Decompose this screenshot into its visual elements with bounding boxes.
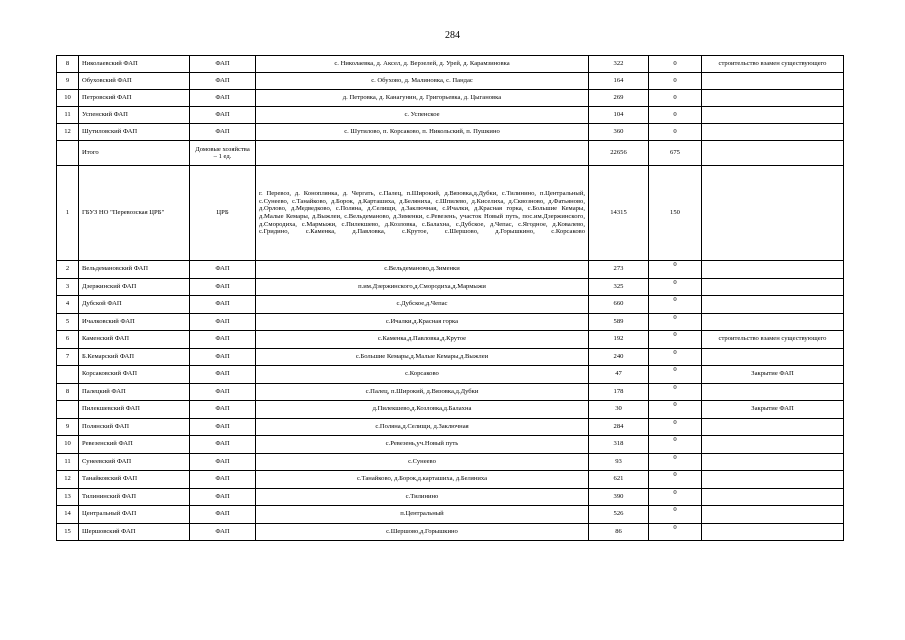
note: Закрытие ФАП (702, 401, 844, 419)
table-row (57, 471, 844, 489)
facility-type: Домовые хозяйства – 1 ед. (190, 141, 256, 166)
row-number: 3 (57, 278, 79, 296)
row-number: 10 (57, 90, 79, 107)
value-count: 0 (649, 471, 702, 489)
population-count: 104 (589, 107, 649, 124)
value-count: 0 (649, 418, 702, 436)
facility-name: Обуховский ФАП (79, 73, 190, 90)
population-count: 284 (589, 418, 649, 436)
facility-name: Шутиловский ФАП (79, 124, 190, 141)
facility-name: Успенский ФАП (79, 107, 190, 124)
service-locations: с.Сунеево (256, 453, 589, 471)
facility-name: Итого (79, 141, 190, 166)
facility-type: ФАП (190, 90, 256, 107)
table-row (57, 107, 844, 124)
facility-name: Николаевский ФАП (79, 56, 190, 73)
population-count: 164 (589, 73, 649, 90)
value-count: 0 (649, 90, 702, 107)
population-count: 318 (589, 436, 649, 454)
population-count: 360 (589, 124, 649, 141)
value-count: 150 (649, 166, 702, 261)
facility-name: Петровский ФАП (79, 90, 190, 107)
service-locations: с.Шершово,д.Горышкино (256, 523, 589, 541)
value-count: 0 (649, 348, 702, 366)
service-locations: с.Ичалки,д.Красная горка (256, 313, 589, 331)
row-number: 8 (57, 383, 79, 401)
service-locations: п.Центральный (256, 506, 589, 524)
row-number: 15 (57, 523, 79, 541)
note: Закрытие ФАП (702, 366, 844, 384)
table-row (57, 506, 844, 524)
note (702, 453, 844, 471)
facility-type: ФАП (190, 471, 256, 489)
note (702, 418, 844, 436)
row-number (57, 141, 79, 166)
note (702, 488, 844, 506)
page-number: 284 (445, 30, 460, 41)
service-locations: с.Палец, п.Широкий, д.Вязовка,д.Дубки (256, 383, 589, 401)
service-locations: с.Ревезень,уч.Новый путь (256, 436, 589, 454)
population-count: 178 (589, 383, 649, 401)
service-locations: с.Вельдеманово,д.Зименки (256, 261, 589, 279)
service-locations: с.Каменка,д.Павловка,д.Крутое (256, 331, 589, 349)
note (702, 278, 844, 296)
table-row (57, 418, 844, 436)
facility-type: ФАП (190, 453, 256, 471)
facility-type: ФАП (190, 296, 256, 314)
note (702, 141, 844, 166)
value-count: 0 (649, 73, 702, 90)
row-number: 5 (57, 313, 79, 331)
table-row (57, 261, 844, 279)
facility-type: ЦРБ (190, 166, 256, 261)
service-locations: г. Перевоз, д. Коноплянка, д. Чергать, с.Палец, п.Широкий, д.Вязовка,д.Дубки, с.Тилинино, п.Центральный, с.Сунеево, с.Танайково, д.Борок, д.Карташиха, д.Беляниха, с.Шпилево, д.Киселиха, д.Сквозново, д.Фатьяново, д.Орлово, д.Медведково, с.Поляна, д.Селищи, д.Заключная, с.Ичалки, д.Красная горка, с.Большие Кемары, д.Малые Кемары, д.Выжлеи, с.Вельдеманово, д.Зименки, с.Ревезень, участок Новый путь, пос.им.Дзержинского, д.Смородиха, с.Мармыжи, с.Пилекшево, д.Козловка, с.Балахна, с.Дубское, д.Чепас, с.Ягодное, д.Ковалево, с.Гридино, с.Каменка, д.Павловка, с.Крутое, с.Шершово, д.Горышкино, с.Корсаково (256, 166, 589, 261)
facility-name: Дзержинский ФАП (79, 278, 190, 296)
note (702, 348, 844, 366)
row-number: 14 (57, 506, 79, 524)
service-locations (256, 141, 589, 166)
service-locations: с.Поляна,д.Селищи, д.Заключная (256, 418, 589, 436)
population-count: 93 (589, 453, 649, 471)
row-number: 13 (57, 488, 79, 506)
table-row (57, 401, 844, 419)
population-count: 589 (589, 313, 649, 331)
population-count: 22656 (589, 141, 649, 166)
service-locations: с.Тилинино (256, 488, 589, 506)
facility-name: Танайковский ФАП (79, 471, 190, 489)
note (702, 261, 844, 279)
value-count: 0 (649, 453, 702, 471)
facility-type: ФАП (190, 73, 256, 90)
service-locations: п.им.Дзержинского,д.Смородиха,д.Мармыжи (256, 278, 589, 296)
service-locations: с. Шутилово, п. Корсаково, п. Никольский, п. Пушкино (256, 124, 589, 141)
facility-type: ФАП (190, 523, 256, 541)
row-number: 6 (57, 331, 79, 349)
facility-type: ФАП (190, 348, 256, 366)
facility-name: Полянский ФАП (79, 418, 190, 436)
facility-name: Тилининский ФАП (79, 488, 190, 506)
row-number: 12 (57, 124, 79, 141)
value-count: 0 (649, 56, 702, 73)
row-number: 10 (57, 436, 79, 454)
table-row (57, 366, 844, 384)
service-locations: д.Пилекшево,д.Козловка,д.Балахна (256, 401, 589, 419)
facility-name: Корсаковский ФАП (79, 366, 190, 384)
service-locations: с.Дубское,д.Чепас (256, 296, 589, 314)
facility-type: ФАП (190, 124, 256, 141)
value-count: 675 (649, 141, 702, 166)
service-locations: с.Большие Кемары,д.Малые Кемары,д.Выжлеи (256, 348, 589, 366)
population-count: 526 (589, 506, 649, 524)
value-count: 0 (649, 296, 702, 314)
table-row (57, 166, 844, 261)
note (702, 523, 844, 541)
facility-type: ФАП (190, 278, 256, 296)
table-row (57, 453, 844, 471)
facility-type: ФАП (190, 366, 256, 384)
table-row (57, 313, 844, 331)
table-row (57, 73, 844, 90)
population-count: 14315 (589, 166, 649, 261)
facility-name: Палецкий ФАП (79, 383, 190, 401)
note (702, 166, 844, 261)
value-count: 0 (649, 278, 702, 296)
facility-name: Б.Кемарский ФАП (79, 348, 190, 366)
population-count: 269 (589, 90, 649, 107)
facility-name: Вельдемановский ФАП (79, 261, 190, 279)
facility-name: Центральный ФАП (79, 506, 190, 524)
note: строительство взамен существующего (702, 331, 844, 349)
facility-type: ФАП (190, 418, 256, 436)
note (702, 383, 844, 401)
value-count: 0 (649, 313, 702, 331)
value-count: 0 (649, 436, 702, 454)
row-number (57, 401, 79, 419)
table-row (57, 90, 844, 107)
population-count: 192 (589, 331, 649, 349)
row-number: 9 (57, 73, 79, 90)
note (702, 124, 844, 141)
facility-type: ФАП (190, 383, 256, 401)
row-number: 7 (57, 348, 79, 366)
facility-name: Дубской ФАП (79, 296, 190, 314)
service-locations: с.Танайково, д.Борок,д.карташиха, д.Беляниха (256, 471, 589, 489)
service-locations: с. Успенское (256, 107, 589, 124)
row-number: 12 (57, 471, 79, 489)
population-count: 322 (589, 56, 649, 73)
table-row (57, 278, 844, 296)
value-count: 0 (649, 366, 702, 384)
note (702, 296, 844, 314)
note (702, 471, 844, 489)
row-number: 4 (57, 296, 79, 314)
population-count: 86 (589, 523, 649, 541)
service-locations: с.Корсаково (256, 366, 589, 384)
facility-name: ГБУЗ НО "Перевозская ЦРБ" (79, 166, 190, 261)
facility-type: ФАП (190, 436, 256, 454)
table-row (57, 488, 844, 506)
table-row (57, 141, 844, 166)
row-number: 2 (57, 261, 79, 279)
note: строительство взамен существующего (702, 56, 844, 73)
facility-name: Ичалковский ФАП (79, 313, 190, 331)
table-row (57, 348, 844, 366)
table-row (57, 436, 844, 454)
service-locations: с. Николаевка, д. Аксел, д. Верзелей, д. Урей, д. Карамзиновка (256, 56, 589, 73)
facility-type: ФАП (190, 331, 256, 349)
value-count: 0 (649, 331, 702, 349)
facility-type: ФАП (190, 56, 256, 73)
value-count: 0 (649, 124, 702, 141)
facilities-table (56, 55, 844, 541)
note (702, 313, 844, 331)
population-count: 30 (589, 401, 649, 419)
table-row (57, 124, 844, 141)
facility-type: ФАП (190, 488, 256, 506)
facility-name: Ревезенский ФАП (79, 436, 190, 454)
row-number: 1 (57, 166, 79, 261)
value-count: 0 (649, 261, 702, 279)
facility-type: ФАП (190, 107, 256, 124)
value-count: 0 (649, 401, 702, 419)
value-count: 0 (649, 488, 702, 506)
table-row (57, 296, 844, 314)
facility-type: ФАП (190, 261, 256, 279)
population-count: 390 (589, 488, 649, 506)
facility-type: ФАП (190, 401, 256, 419)
facility-type: ФАП (190, 506, 256, 524)
row-number: 11 (57, 453, 79, 471)
population-count: 273 (589, 261, 649, 279)
note (702, 506, 844, 524)
note (702, 90, 844, 107)
row-number (57, 366, 79, 384)
population-count: 621 (589, 471, 649, 489)
population-count: 660 (589, 296, 649, 314)
facility-name: Шершовский ФАП (79, 523, 190, 541)
value-count: 0 (649, 506, 702, 524)
facility-name: Сунеевский ФАП (79, 453, 190, 471)
table-row (57, 56, 844, 73)
table-row (57, 383, 844, 401)
value-count: 0 (649, 523, 702, 541)
service-locations: д. Петровка, д. Канагунин, д. Григорьевка, д. Цыгановка (256, 90, 589, 107)
note (702, 436, 844, 454)
service-locations: с. Обухово, д. Малиновка, с. Пандас (256, 73, 589, 90)
note (702, 107, 844, 124)
population-count: 240 (589, 348, 649, 366)
row-number: 9 (57, 418, 79, 436)
table-row (57, 523, 844, 541)
value-count: 0 (649, 107, 702, 124)
population-count: 325 (589, 278, 649, 296)
population-count: 47 (589, 366, 649, 384)
row-number: 8 (57, 56, 79, 73)
row-number: 11 (57, 107, 79, 124)
table-row (57, 331, 844, 349)
note (702, 73, 844, 90)
facility-name: Каменский ФАП (79, 331, 190, 349)
facility-name: Пилекшевский ФАП (79, 401, 190, 419)
value-count: 0 (649, 383, 702, 401)
facility-type: ФАП (190, 313, 256, 331)
